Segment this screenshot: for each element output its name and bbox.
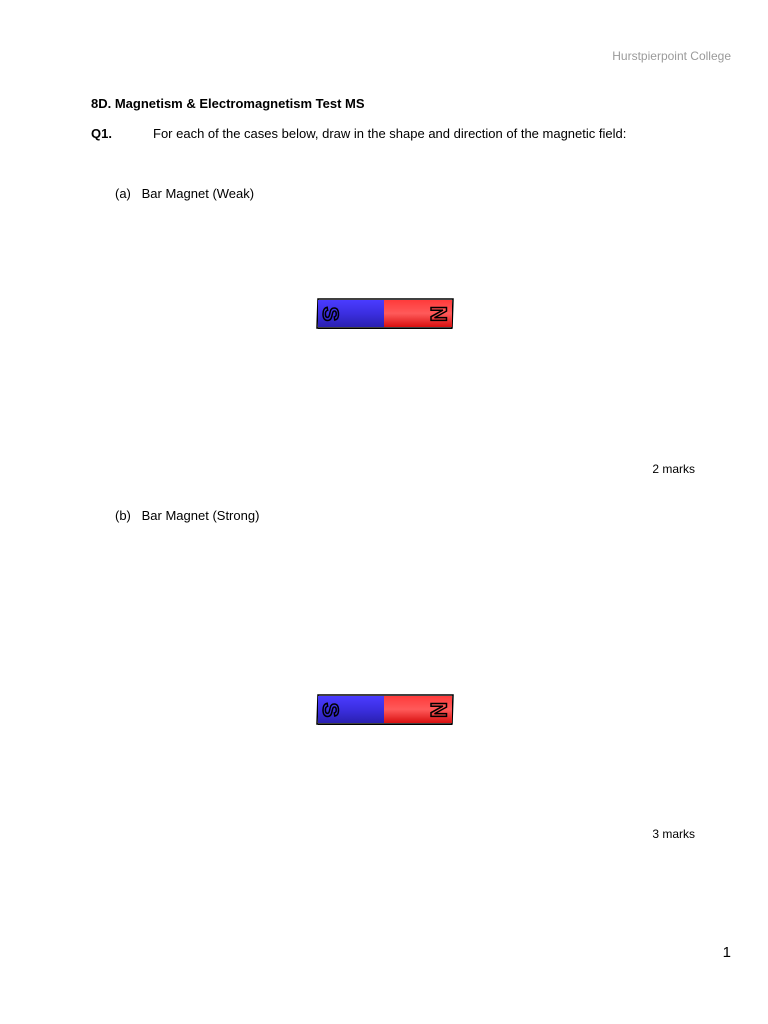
part-b-text: Bar Magnet (Strong) xyxy=(141,508,260,523)
part-a xyxy=(115,186,254,201)
header-school-name: Hurstpierpoint College xyxy=(612,49,731,63)
part-b-marks: 3 marks xyxy=(652,827,695,841)
north-pole-label: N xyxy=(426,306,452,322)
part-a-text: Bar Magnet (Weak) xyxy=(141,186,255,201)
part-b xyxy=(115,508,259,523)
bar-magnet-weak xyxy=(315,297,455,330)
south-pole-label: S xyxy=(318,702,344,718)
question-text: For each of the cases below, draw in the shape and direction of the magnetic field: xyxy=(153,126,627,141)
part-b-label: (b) xyxy=(115,508,131,523)
north-pole-label: N xyxy=(426,702,452,718)
question-number: Q1. xyxy=(91,126,112,141)
part-a-marks: 2 marks xyxy=(652,462,695,476)
page-number: 1 xyxy=(722,944,731,961)
bar-magnet-strong xyxy=(315,693,455,726)
part-a-label: (a) xyxy=(115,186,131,201)
south-pole-label: S xyxy=(318,306,344,322)
page-title: 8D. Magnetism & Electromagnetism Test MS xyxy=(91,96,365,111)
